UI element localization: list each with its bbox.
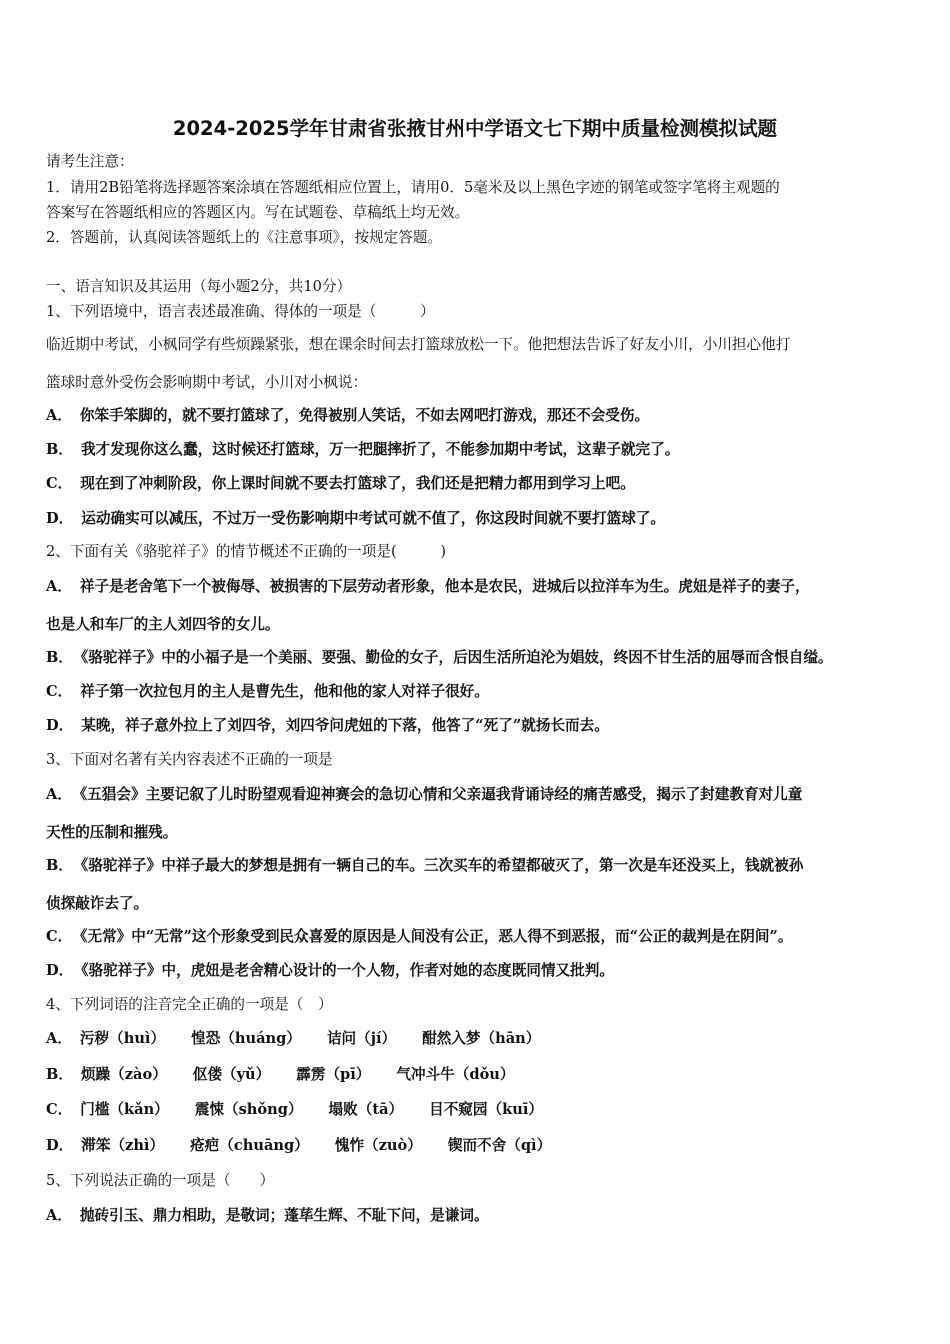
q3-option-d: D． 《骆驼祥子》中，虎妞是老舍精心设计的一个人物，作者对她的态度既同情又批判。 — [46, 962, 614, 979]
q3-option-c: C． 《无常》中“无常”这个形象受到民众喜爱的原因是人间没有公正，恶人得不到恶报，而“公正的裁判是在阴间”。 — [46, 928, 793, 945]
q4-option-c: C． 门槛（kǎn） 震悚（shǒng） 塌败（tā） 目不窥园（kuī） — [46, 1101, 543, 1118]
q1-option-a: A． 你笨手笨脚的，就不要打篮球了，免得被别人笑话，不如去网吧打游戏，那还不会受伤。 — [46, 407, 650, 424]
question-3-stem: 3、下面对名著有关内容表述不正确的一项是 — [46, 751, 333, 768]
question-1-stem: 1、下列语境中，语言表述最准确、得体的一项是（ ） — [46, 303, 435, 320]
section-heading: 一、语言知识及其运用（每小题2分，共10分） — [46, 278, 352, 295]
q2-option-a-cont: 也是人和车厂的主人刘四爷的女儿。 — [46, 616, 280, 633]
q2-option-c: C． 祥子第一次拉包月的主人是曹先生，他和他的家人对祥子很好。 — [46, 683, 489, 700]
q4-option-b: B． 烦躁（zào） 伛偻（yǔ） 霹雳（pī） 气冲斗牛（dǒu） — [46, 1066, 515, 1083]
q1-option-b: B． 我才发现你这么蠢，这时候还打篮球，万一把腿摔折了，不能参加期中考试，这辈子就完了。 — [46, 441, 680, 458]
q1-option-d: D． 运动确实可以减压，不过万一受伤影响期中考试可就不值了，你这段时间就不要打篮球了。 — [46, 510, 666, 527]
q2-option-a: A． 祥子是老舍笔下一个被侮辱、被损害的下层劳动者形象，他本是农民，进城后以拉洋车为生。虎妞是祥子的妻子， — [46, 578, 810, 595]
q3-option-a: A． 《五猖会》主要记叙了儿时盼望观看迎神赛会的急切心情和父亲逼我背诵诗经的痛苦感受，揭示了封建教育对儿童 — [46, 786, 803, 803]
q4-option-d: D． 滞笨（zhì） 疮疤（chuāng） 愧怍（zuò） 锲而不舍（qì） — [46, 1137, 552, 1154]
q4-option-a: A． 污秽（huì） 惶恐（huáng） 诘问（jí） 酣然入梦（hān） — [46, 1030, 541, 1047]
document-title: 2024-2025学年甘肃省张掖甘州中学语文七下期中质量检测模拟试题 — [172, 117, 778, 140]
notice-heading: 请考生注意： — [46, 153, 134, 170]
notice-item-2: 2．答题前，认真阅读答题纸上的《注意事项》，按规定答题。 — [46, 229, 443, 246]
q2-option-d: D． 某晚，祥子意外拉上了刘四爷，刘四爷问虎妞的下落，他答了“死了”就扬长而去。 — [46, 717, 609, 734]
question-2-stem: 2、下面有关《骆驼祥子》的情节概述不正确的一项是( ) — [46, 543, 447, 560]
q2-option-b: B． 《骆驼祥子》中的小福子是一个美丽、要强、勤俭的女子，后因生活所迫沦为娼妓，终因不甘生活的屈辱而含恨自缢。 — [46, 649, 833, 666]
q1-option-c: C． 现在到了冲刺阶段，你上课时间就不要去打篮球了，我们还是把精力都用到学习上吧。 — [46, 475, 635, 492]
notice-item-1-cont: 答案写在答题纸相应的答题区内。写在试题卷、草稿纸上均无效。 — [46, 204, 470, 221]
notice-item-1: 1．请用2B铅笔将选择题答案涂填在答题纸相应位置上，请用0．5毫米及以上黑色字迹的钢笔或签字笔将主观题的 — [46, 179, 780, 196]
q3-option-b: B． 《骆驼祥子》中祥子最大的梦想是拥有一辆自己的车。三次买车的希望都破灭了，第一次是车还没买上，钱就被孙 — [46, 857, 804, 874]
question-1-context: 临近期中考试，小枫同学有些烦躁紧张，想在课余时间去打篮球放松一下。他把想法告诉了好友小川，小川担心他打 — [46, 336, 791, 353]
question-1-context-cont: 篮球时意外受伤会影响期中考试，小川对小枫说： — [46, 374, 368, 391]
question-4-stem: 4、下列词语的注音完全正确的一项是（ ） — [46, 996, 333, 1013]
q3-option-b-cont: 侦探敲诈去了。 — [46, 895, 149, 912]
question-5-stem: 5、下列说法正确的一项是（ ） — [46, 1172, 275, 1189]
q5-option-a: A． 抛砖引玉、鼎力相助，是敬词；蓬荜生辉、不耻下问，是谦词。 — [46, 1207, 489, 1224]
q3-option-a-cont: 天性的压制和摧残。 — [46, 824, 178, 841]
